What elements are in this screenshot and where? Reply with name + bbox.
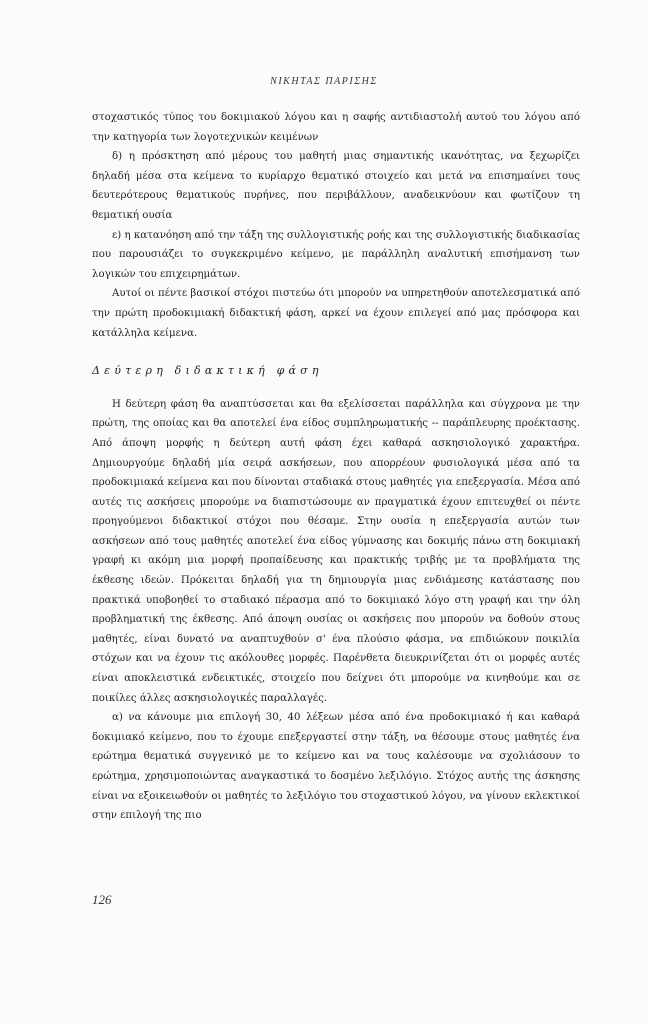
paragraph: Η δεύτερη φάση θα αναπτύσσεται και θα εξελίσσεται παράλληλα και σύγχρονα με την πρώτη, της οποίας και θα αποτελεί ένα είδος συμπληρωματικής -- παράπλευρης προέκτασης. Από άποψη μορφής η δεύτερη αυτή φάση έχει καθαρά ασκησιολογικό χαρακτήρα. Δημιουργούμε δηλαδή μία σειρά ασκήσεων, που απορρέουν φυσιολογικά μέσα από τα προδοκιμιακά κείμενα και που δίνονται σταδιακά στους μαθητές για επεξεργασία. Μέσα από αυτές τις ασκήσεις μπορούμε να διαπιστώσουμε αν πραγματικά έχουν επιτευχθεί οι πέντε προηγούμενοι διδακτικοί στόχοι που θέσαμε. Στην ουσία η επεξεργασία αυτών των ασκήσεων από τους μαθητές αποτελεί ένα είδος γύμνασης και δοκιμής πάνω στη δοκιμιακή γραφή κι ακόμη μια μορφή προπαίδευσης και πρακτικής τριβής με τα προβλήματα της έκθεσης ιδεών. Πρόκειται δηλαδή για τη δημιουργία μιας ενδιάμεσης κατάστασης που πρακτικά υποβοηθεί το σταδιακό πέρασμα από το δοκιμιακό λόγο στη γραφή και την όλη προβληματική της έκθεσης. Από άποψη ουσίας οι ασκήσεις που μπορούν να δοθούν στους μαθητές, είναι δυνατό να αναπτυχθούν σ' ένα πλούσιο φάσμα, να επιδιώκουν ποικιλία στόχων και να έχουν τις ακόλουθες μορφές. Παρένθετα διευκρινίζεται ότι οι μορφές αυτές είναι αποκλειστικά ενδεικτικές, στοιχείο που δείχνει ότι μπορούμε να κινηθούμε και σε ποικίλες άλλες ασκησιολογικές παραλλαγές. bbox=[92, 398, 580, 704]
paragraph: α) να κάνουμε μια επιλογή 30, 40 λέξεων μέσα από ένα προδοκιμιακό ή και καθαρά δοκιμιακό κείμενο, που το έχουμε επεξεργαστεί στην τάξη, να θέσουμε στους μαθητές ένα ερώτημα θεματικά συγγενικό με το κείμενο και να τους καλέσουμε να σχολιάσουν το ερώτημα, χρησιμοποιώντας αναγκαστικά το δοσμένο λεξιλόγιο. Στόχος αυτής της άσκησης είναι να εξοικειωθούν οι μαθητές το λεξιλόγιο του στοχαστικού λόγου, να γίνουν εκλεκτικοί στην επιλογή της πιο bbox=[92, 712, 580, 822]
page-number: 126 bbox=[92, 892, 112, 907]
paragraph: ε) η κατανόηση από την τάξη της συλλογιστικής ροής και της συλλογιστικής διαδικασίας που παρουσιάζει το συγκεκριμένο κείμενο, με παράλληλη αναλυτική επισήμανση των λογικών του επιχειρημάτων. bbox=[92, 229, 580, 280]
paragraph-group-bottom bbox=[92, 395, 580, 826]
paragraph: δ) η πρόσκτηση από μέρους του μαθητή μιας σημαντικής ικανότητας, να ξεχωρίζει δηλαδή μέσα στα κείμενα το κυρίαρχο θεματικό στοιχείο και μετά να επισημαίνει τους δευτερότερους θεματικούς πυρήνες, που περιβάλλουν, αναδεικνύουν και φωτίζουν τη θεματική ουσία bbox=[92, 151, 580, 221]
paragraph-group-top bbox=[92, 108, 580, 343]
body-text bbox=[92, 108, 580, 826]
paragraph: Αυτοί οι πέντε βασικοί στόχοι πιστεύω ότι μπορούν να υπηρετηθούν αποτελεσματικά από την πρώτη προδοκιμιακή διδακτική φάση, αρκεί να έχουν επιλεγεί από μας πρόσφορα και κατάλληλα κείμενα. bbox=[92, 288, 580, 339]
paragraph: στοχαστικός τύπος του δοκιμιακού λόγου και η σαφής αντιδιαστολή αυτού του λόγου από την κατηγορία των λογοτεχνικών κειμένων bbox=[92, 112, 580, 143]
running-head: ΝΙΚΗΤΑΣ ΠΑΡΙΣΗΣ bbox=[270, 76, 378, 87]
section-heading: Δεύτερη διδακτική φάση bbox=[92, 364, 323, 378]
